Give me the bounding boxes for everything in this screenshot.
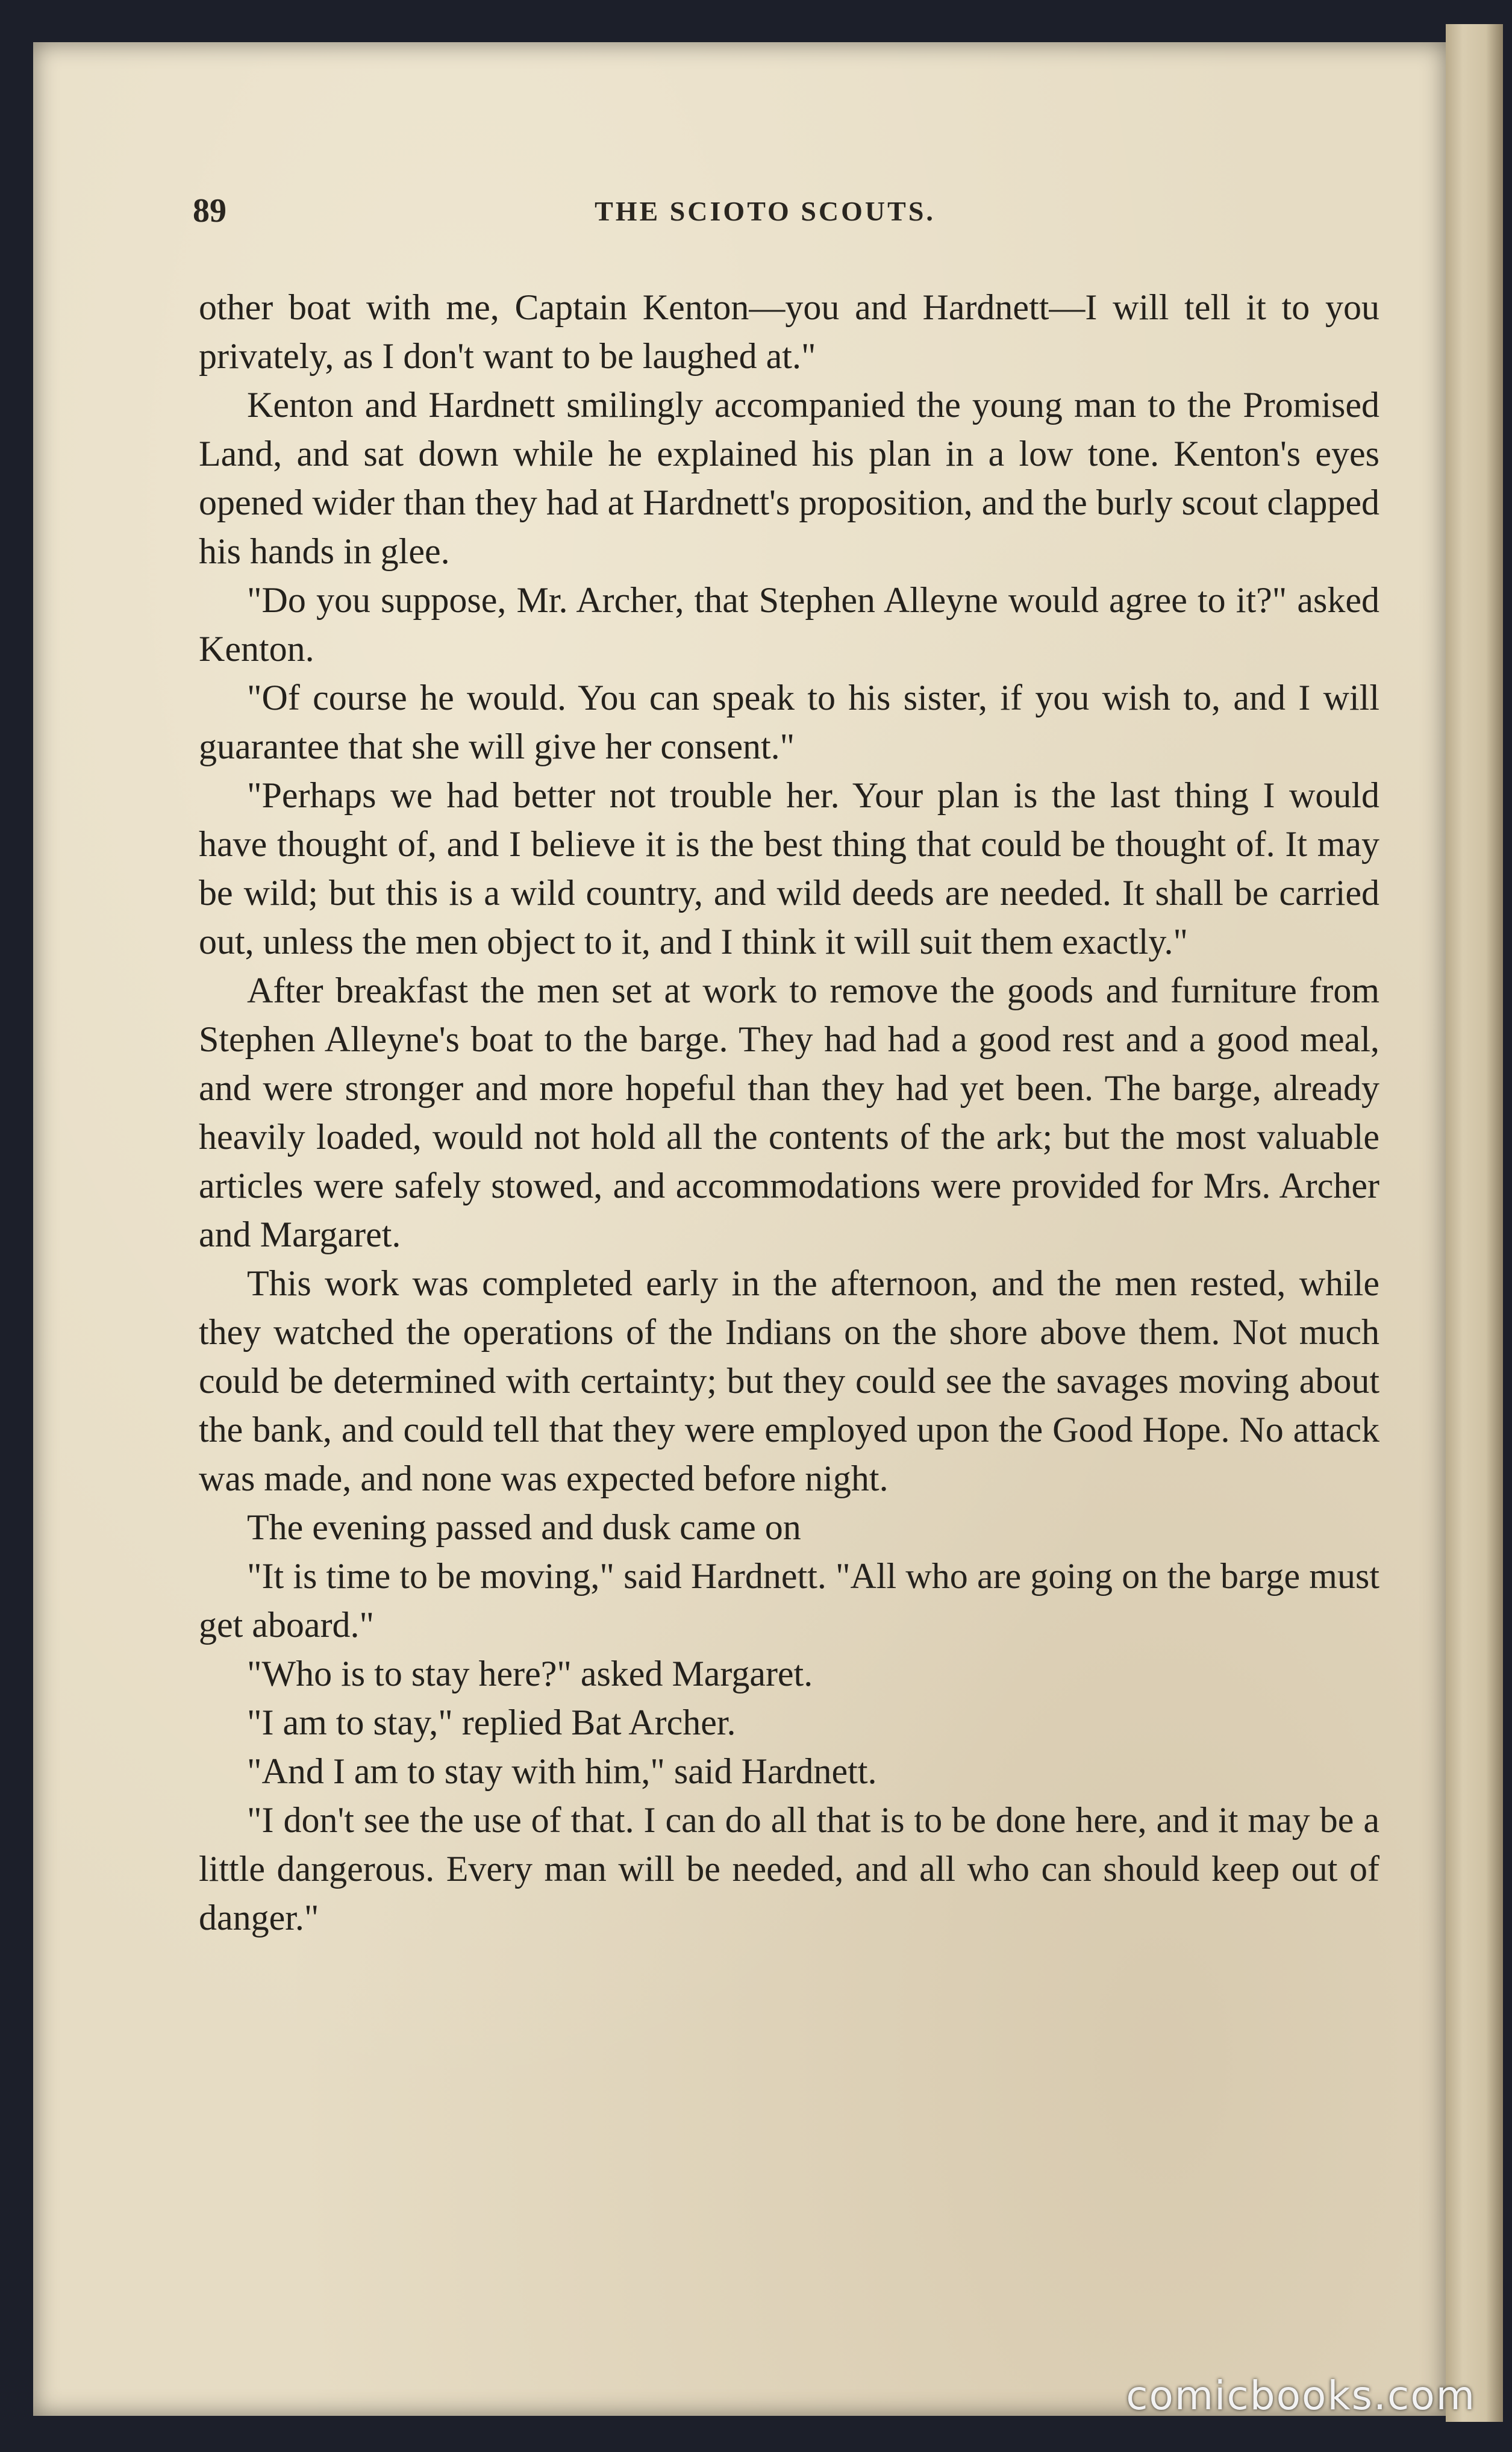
- paragraph-3: "Do you suppose, Mr. Archer, that Stephen Alleyne would agree to it?" asked Kenton.: [199, 580, 1379, 669]
- running-title: THE SCIOTO SCOUTS.: [595, 196, 936, 227]
- paragraph-13: "I don't see the use of that. I can do all that is to be done here, and it may be a little dangerous. Every man will be needed, and all who can should keep out of danger.": [199, 1800, 1379, 1938]
- paragraph-10: "Who is to stay here?" asked Margaret.: [247, 1654, 813, 1694]
- paragraph-2: Kenton and Hardnett smilingly accompanied the young man to the Promised Land, and sat down while he explained his plan in a low tone. Kenton's eyes opened wider than they had at Hardnett's proposition, and the burly scout clapped his hands in glee.: [199, 385, 1379, 571]
- paragraph-4: "Of course he would. You can speak to his sister, if you wish to, and I will guarantee that she will give her consent.": [199, 678, 1379, 766]
- paragraph-11: "I am to stay," replied Bat Archer.: [247, 1703, 736, 1742]
- paragraph-12: "And I am to stay with him," said Hardnett.: [247, 1751, 877, 1791]
- paragraph-9: "It is time to be moving," said Hardnett. "All who are going on the barge must get aboard.": [199, 1556, 1379, 1645]
- paragraph-5: "Perhaps we had better not trouble her. Your plan is the last thing I would have thought of, and I believe it is the best thing that could be thought of. It may be wild; but this is a wild country, and wild deeds are needed. It shall be carried out, unless the men object to it, and I think it will suit them exactly.": [199, 775, 1379, 962]
- book-spine: [1446, 24, 1503, 2422]
- paragraph-6: After breakfast the men set at work to remove the goods and furniture from Stephen Alleyne's boat to the barge. They had had a good rest and a good meal, and were stronger and more hopeful than they had yet been. The barge, already heavily loaded, would not hold all the contents of the ark; but the most valuable articles were safely stowed, and accommodations were provided for Mrs. Archer and Margaret.: [199, 971, 1379, 1254]
- page-number: 89: [193, 192, 226, 230]
- paragraph-1: other boat with me, Captain Kenton—you and Hardnett—I will tell it to you privately, as I don't want to be laughed at.": [199, 287, 1379, 376]
- page-header: [193, 192, 1337, 234]
- watermark: comicbooks.com: [1126, 2372, 1476, 2419]
- body-text: [199, 283, 1379, 1942]
- paragraph-8: The evening passed and dusk came on: [247, 1507, 801, 1547]
- paragraph-7: This work was completed early in the afternoon, and the men rested, while they watched the operations of the Indians on the shore above them. Not much could be determined with certainty; but they could see the savages moving about the bank, and could tell that they were employed upon the Good Hope. No attack was made, and none was expected before night.: [199, 1263, 1379, 1498]
